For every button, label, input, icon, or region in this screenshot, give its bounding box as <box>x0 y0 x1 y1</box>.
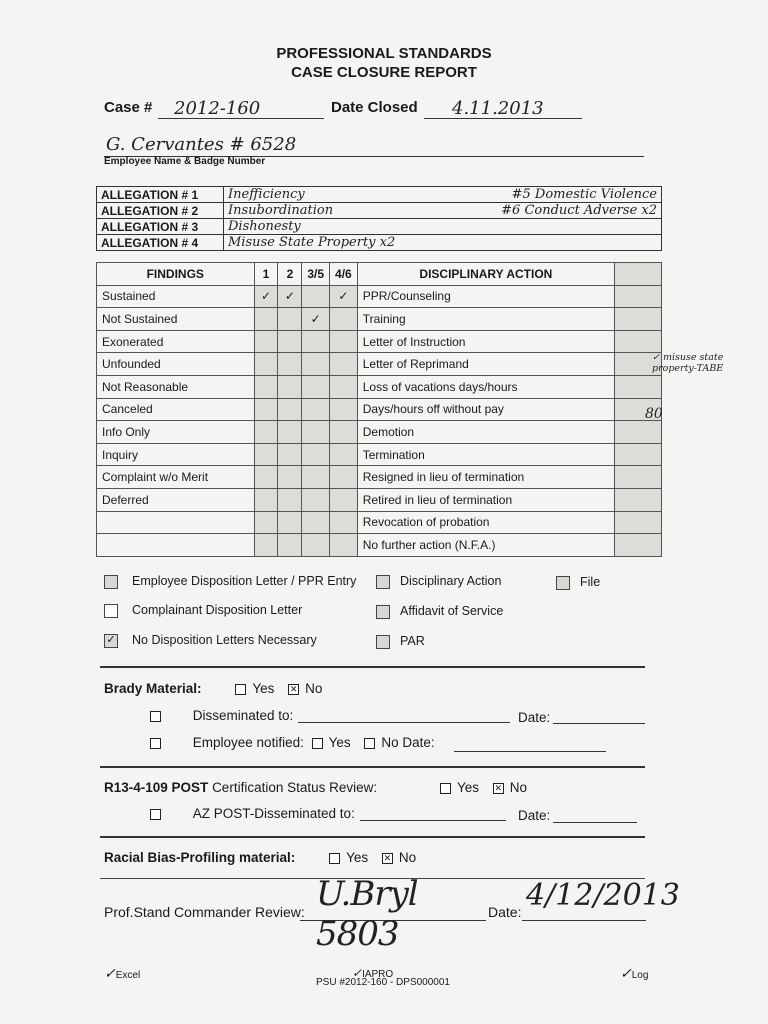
action-mark-cell[interactable] <box>615 308 662 331</box>
action-label: Letter of Reprimand <box>357 353 614 376</box>
findings-row <box>97 285 662 308</box>
finding-mark-cell[interactable] <box>254 375 278 398</box>
reprimand-note: ✓ misuse state property-TABE <box>652 352 724 374</box>
checkbox[interactable] <box>376 605 390 619</box>
finding-mark-cell[interactable] <box>302 285 330 308</box>
allegation-row-3 <box>97 219 662 235</box>
report-title-line2: CASE CLOSURE REPORT <box>291 64 477 81</box>
action-mark-cell[interactable] <box>615 466 662 489</box>
checkbox[interactable] <box>150 809 161 820</box>
post-label-bold: R13-4-109 POST <box>104 780 209 795</box>
action-label: Demotion <box>357 421 614 444</box>
action-label: Revocation of probation <box>357 511 614 534</box>
action-mark-cell[interactable] <box>615 511 662 534</box>
date-closed-label: Date Closed <box>331 99 418 116</box>
finding-mark-cell[interactable] <box>278 488 302 511</box>
allegation-label: ALLEGATION # 4 <box>97 235 224 251</box>
racial-yes[interactable] <box>329 850 368 865</box>
action-label: Days/hours off without pay <box>357 398 614 421</box>
employee-notified-label: Employee notified: <box>192 735 304 750</box>
finding-label <box>97 511 255 534</box>
report-title-line1: PROFESSIONAL STANDARDS <box>276 45 492 62</box>
employee-value: G. Cervantes # 6528 <box>106 134 297 155</box>
findings-row <box>97 308 662 331</box>
checkbox[interactable] <box>376 635 390 649</box>
findings-row <box>97 421 662 444</box>
allegation-value: Insubordination <box>228 203 334 218</box>
date-closed-value: 4.11.2013 <box>452 98 544 119</box>
post-yes[interactable] <box>440 780 479 795</box>
yes-label: Yes <box>346 850 369 865</box>
action-label: No further action (N.F.A.) <box>357 534 614 557</box>
review-date-label: Date: <box>488 904 522 920</box>
finding-mark-cell[interactable] <box>330 534 358 557</box>
findings-header-row <box>97 263 662 286</box>
finding-label: Complaint w/o Merit <box>97 466 255 489</box>
checkbox[interactable] <box>556 576 570 590</box>
allegation-value-cell[interactable] <box>224 187 662 203</box>
allegation-row-2 <box>97 203 662 219</box>
case-field[interactable] <box>158 100 324 119</box>
findings-row <box>97 330 662 353</box>
post-no[interactable] <box>493 780 527 795</box>
signature: U.Bryl 5803 <box>316 874 418 954</box>
finding-label <box>97 534 255 557</box>
finding-mark-cell[interactable] <box>278 511 302 534</box>
finding-mark-cell[interactable] <box>254 511 278 534</box>
finding-label: Canceled <box>97 398 255 421</box>
finding-mark-cell[interactable] <box>330 398 358 421</box>
finding-mark-cell[interactable]: ✓ <box>254 285 278 308</box>
finding-mark-cell[interactable] <box>330 330 358 353</box>
action-mark-cell[interactable] <box>615 375 662 398</box>
finding-mark-cell[interactable] <box>254 308 278 331</box>
finding-mark-cell[interactable] <box>302 488 330 511</box>
check-icon: ✓ <box>352 966 363 980</box>
racial-row <box>104 850 416 865</box>
yes-label: Yes <box>328 735 351 750</box>
allegation-label: ALLEGATION # 3 <box>97 219 224 235</box>
checkbox[interactable] <box>104 604 118 618</box>
allegation-value-cell[interactable] <box>224 203 662 219</box>
checkbox[interactable] <box>440 783 451 794</box>
finding-label: Unfounded <box>97 353 255 376</box>
finding-mark-cell[interactable] <box>254 353 278 376</box>
no-date-label: No Date: <box>381 735 435 750</box>
action-label: Resigned in lieu of termination <box>357 466 614 489</box>
action-label: Retired in lieu of termination <box>357 488 614 511</box>
finding-mark-cell[interactable] <box>278 443 302 466</box>
finding-mark-cell[interactable] <box>330 466 358 489</box>
finding-label: Deferred <box>97 488 255 511</box>
post-row <box>104 780 377 795</box>
allegation-col-1: 1 <box>254 263 278 286</box>
action-label: Loss of vacations days/hours <box>357 375 614 398</box>
checkbox[interactable] <box>329 853 340 864</box>
finding-label: Inquiry <box>97 443 255 466</box>
affidavit-option[interactable] <box>376 604 503 619</box>
brady-date-field[interactable] <box>553 709 645 724</box>
finding-label: Not Reasonable <box>97 375 255 398</box>
finding-mark-cell[interactable]: ✓ <box>302 308 330 331</box>
checkbox[interactable] <box>104 575 118 589</box>
complainant-disposition-option[interactable] <box>104 603 302 618</box>
finding-mark-cell[interactable] <box>254 534 278 557</box>
disciplinary-action-header: DISCIPLINARY ACTION <box>357 263 614 286</box>
checkbox[interactable] <box>235 684 246 695</box>
action-mark-cell[interactable] <box>615 443 662 466</box>
disseminated-field[interactable] <box>298 708 510 723</box>
findings-header: FINDINGS <box>97 263 255 286</box>
action-mark-cell[interactable] <box>615 534 662 557</box>
hours-off-note: 80 <box>645 406 663 422</box>
brady-date-label: Date: <box>518 710 551 725</box>
finding-mark-cell[interactable] <box>278 308 302 331</box>
finding-mark-cell[interactable] <box>278 534 302 557</box>
finding-mark-cell[interactable] <box>254 330 278 353</box>
allegation-row-4 <box>97 235 662 251</box>
finding-mark-cell[interactable] <box>278 353 302 376</box>
post-label-rest: Certification Status Review: <box>212 780 378 795</box>
finding-mark-cell[interactable] <box>302 330 330 353</box>
log-label: Log <box>631 970 649 981</box>
finding-mark-cell[interactable] <box>302 421 330 444</box>
checkbox[interactable] <box>150 738 161 749</box>
finding-mark-cell[interactable] <box>278 375 302 398</box>
allegation-value-cell[interactable] <box>224 219 662 235</box>
option-label: Disciplinary Action <box>400 574 502 588</box>
finding-mark-cell[interactable] <box>302 466 330 489</box>
findings-row <box>97 443 662 466</box>
finding-mark-cell[interactable]: ✓ <box>278 285 302 308</box>
disciplinary-action-option[interactable] <box>376 574 501 589</box>
case-value: 2012-160 <box>174 98 261 119</box>
finding-mark-cell[interactable] <box>302 353 330 376</box>
finding-mark-cell[interactable] <box>330 353 358 376</box>
post-date-label: Date: <box>518 808 551 823</box>
checkbox-checked[interactable]: ✕ <box>383 852 392 863</box>
allegation-label: ALLEGATION # 1 <box>97 187 224 203</box>
az-post-field[interactable] <box>360 806 506 821</box>
option-label: File <box>580 575 601 589</box>
option-label: Affidavit of Service <box>400 604 504 618</box>
brady-disseminated-row <box>150 708 293 723</box>
finding-mark-cell[interactable] <box>278 398 302 421</box>
allegation-value: Misuse State Property x2 <box>228 235 396 250</box>
case-label: Case # <box>104 99 153 116</box>
action-label: Training <box>357 308 614 331</box>
option-label: Employee Disposition Letter / PPR Entry <box>132 574 357 588</box>
brady-label: Brady Material: <box>104 681 202 696</box>
finding-mark-cell[interactable] <box>302 534 330 557</box>
allegation-extra: #6 Conduct Adverse x2 <box>501 203 657 218</box>
checkbox[interactable] <box>150 711 161 722</box>
finding-mark-cell[interactable] <box>330 511 358 534</box>
en-yes[interactable] <box>312 735 351 750</box>
finding-mark-cell[interactable] <box>254 443 278 466</box>
finding-mark-cell[interactable] <box>302 375 330 398</box>
allegation-value: Dishonesty <box>228 219 301 234</box>
brady-no[interactable] <box>288 681 322 696</box>
finding-label: Sustained <box>97 285 255 308</box>
findings-row <box>97 534 662 557</box>
finding-mark-cell[interactable] <box>278 421 302 444</box>
option-label: No Disposition Letters Necessary <box>132 633 317 647</box>
review-signature-field[interactable] <box>300 874 486 954</box>
findings-row <box>97 375 662 398</box>
action-mark-cell[interactable] <box>615 421 662 444</box>
no-label: No <box>509 780 528 795</box>
action-label: PPR/Counseling <box>357 285 614 308</box>
divider <box>100 666 645 668</box>
employee-label: Employee Name & Badge Number <box>104 156 266 167</box>
option-label: PAR <box>400 634 425 648</box>
action-mark-cell[interactable] <box>615 285 662 308</box>
finding-mark-cell[interactable] <box>254 421 278 444</box>
checkbox[interactable] <box>364 738 375 749</box>
review-date-value: 4/12/2013 <box>526 878 680 913</box>
employee-disposition-option[interactable] <box>104 574 356 589</box>
checkbox[interactable] <box>312 738 323 749</box>
divider <box>100 836 645 838</box>
employee-field[interactable] <box>104 134 644 157</box>
excel-mark <box>104 966 140 982</box>
finding-mark-cell[interactable] <box>330 421 358 444</box>
racial-no[interactable] <box>382 850 416 865</box>
option-label: Complainant Disposition Letter <box>132 603 303 617</box>
az-post-row <box>150 806 355 821</box>
log-mark <box>620 966 648 982</box>
no-disposition-option[interactable] <box>104 633 317 648</box>
finding-mark-cell[interactable] <box>302 398 330 421</box>
finding-mark-cell[interactable] <box>302 443 330 466</box>
review-date-field[interactable] <box>522 878 680 921</box>
allegation-value: Inefficiency <box>228 187 305 202</box>
action-mark-cell[interactable] <box>615 330 662 353</box>
checkbox-checked[interactable]: ✓ <box>104 634 118 648</box>
checkbox-checked[interactable]: ✕ <box>494 782 503 793</box>
finding-label: Info Only <box>97 421 255 444</box>
findings-row <box>97 466 662 489</box>
finding-label: Not Sustained <box>97 308 255 331</box>
brady-row <box>104 681 322 696</box>
findings-row <box>97 398 662 421</box>
action-mark-cell[interactable] <box>615 488 662 511</box>
file-option[interactable] <box>556 575 600 590</box>
allegation-col-4: 4/6 <box>330 263 358 286</box>
check-icon: ✓ <box>104 966 116 982</box>
no-label: No <box>398 850 417 865</box>
finding-mark-cell[interactable] <box>330 308 358 331</box>
allegation-col-2: 2 <box>278 263 302 286</box>
allegation-col-3: 3/5 <box>302 263 330 286</box>
finding-mark-cell[interactable] <box>254 466 278 489</box>
allegation-value-cell[interactable] <box>224 235 662 251</box>
post-options <box>440 780 527 795</box>
finding-mark-cell[interactable] <box>330 375 358 398</box>
finding-mark-cell[interactable] <box>302 511 330 534</box>
brady-yes[interactable] <box>235 681 274 696</box>
psu-number: PSU #2012-160 - DPS000001 <box>316 977 450 988</box>
racial-label: Racial Bias-Profiling material: <box>104 850 296 865</box>
finding-mark-cell[interactable]: ✓ <box>330 285 358 308</box>
az-post-label: AZ POST-Disseminated to: <box>192 806 355 821</box>
divider <box>100 766 645 768</box>
post-date-field[interactable] <box>553 808 637 823</box>
finding-mark-cell[interactable] <box>330 488 358 511</box>
finding-mark-cell[interactable] <box>254 488 278 511</box>
allegation-label: ALLEGATION # 2 <box>97 203 224 219</box>
action-mark-cell <box>615 263 662 286</box>
yes-label: Yes <box>457 780 480 795</box>
finding-label: Exonerated <box>97 330 255 353</box>
checkbox[interactable] <box>376 575 390 589</box>
action-label: Termination <box>357 443 614 466</box>
allegations-table <box>96 186 662 251</box>
findings-row <box>97 353 662 376</box>
en-date-field[interactable] <box>454 737 606 752</box>
check-icon: ✓ <box>620 966 632 982</box>
finding-mark-cell[interactable] <box>330 443 358 466</box>
en-no[interactable] <box>364 735 434 750</box>
excel-label: Excel <box>115 970 141 981</box>
par-option[interactable] <box>376 634 425 649</box>
employee-notified-row <box>150 735 435 750</box>
checkbox-checked[interactable]: ✕ <box>289 683 298 694</box>
finding-mark-cell[interactable] <box>278 330 302 353</box>
finding-mark-cell[interactable] <box>254 398 278 421</box>
date-closed-field[interactable] <box>424 100 582 119</box>
findings-table <box>96 262 662 557</box>
finding-mark-cell[interactable] <box>278 466 302 489</box>
action-label: Letter of Instruction <box>357 330 614 353</box>
findings-row <box>97 488 662 511</box>
iapro-label: IAPRO <box>362 969 394 980</box>
no-label: No <box>305 681 323 696</box>
allegation-row-1 <box>97 187 662 203</box>
allegation-extra: #5 Domestic Violence <box>511 187 657 202</box>
review-label: Prof.Stand Commander Review: <box>104 904 305 920</box>
findings-row <box>97 511 662 534</box>
yes-label: Yes <box>252 681 275 696</box>
disseminated-label: Disseminated to: <box>192 708 294 723</box>
